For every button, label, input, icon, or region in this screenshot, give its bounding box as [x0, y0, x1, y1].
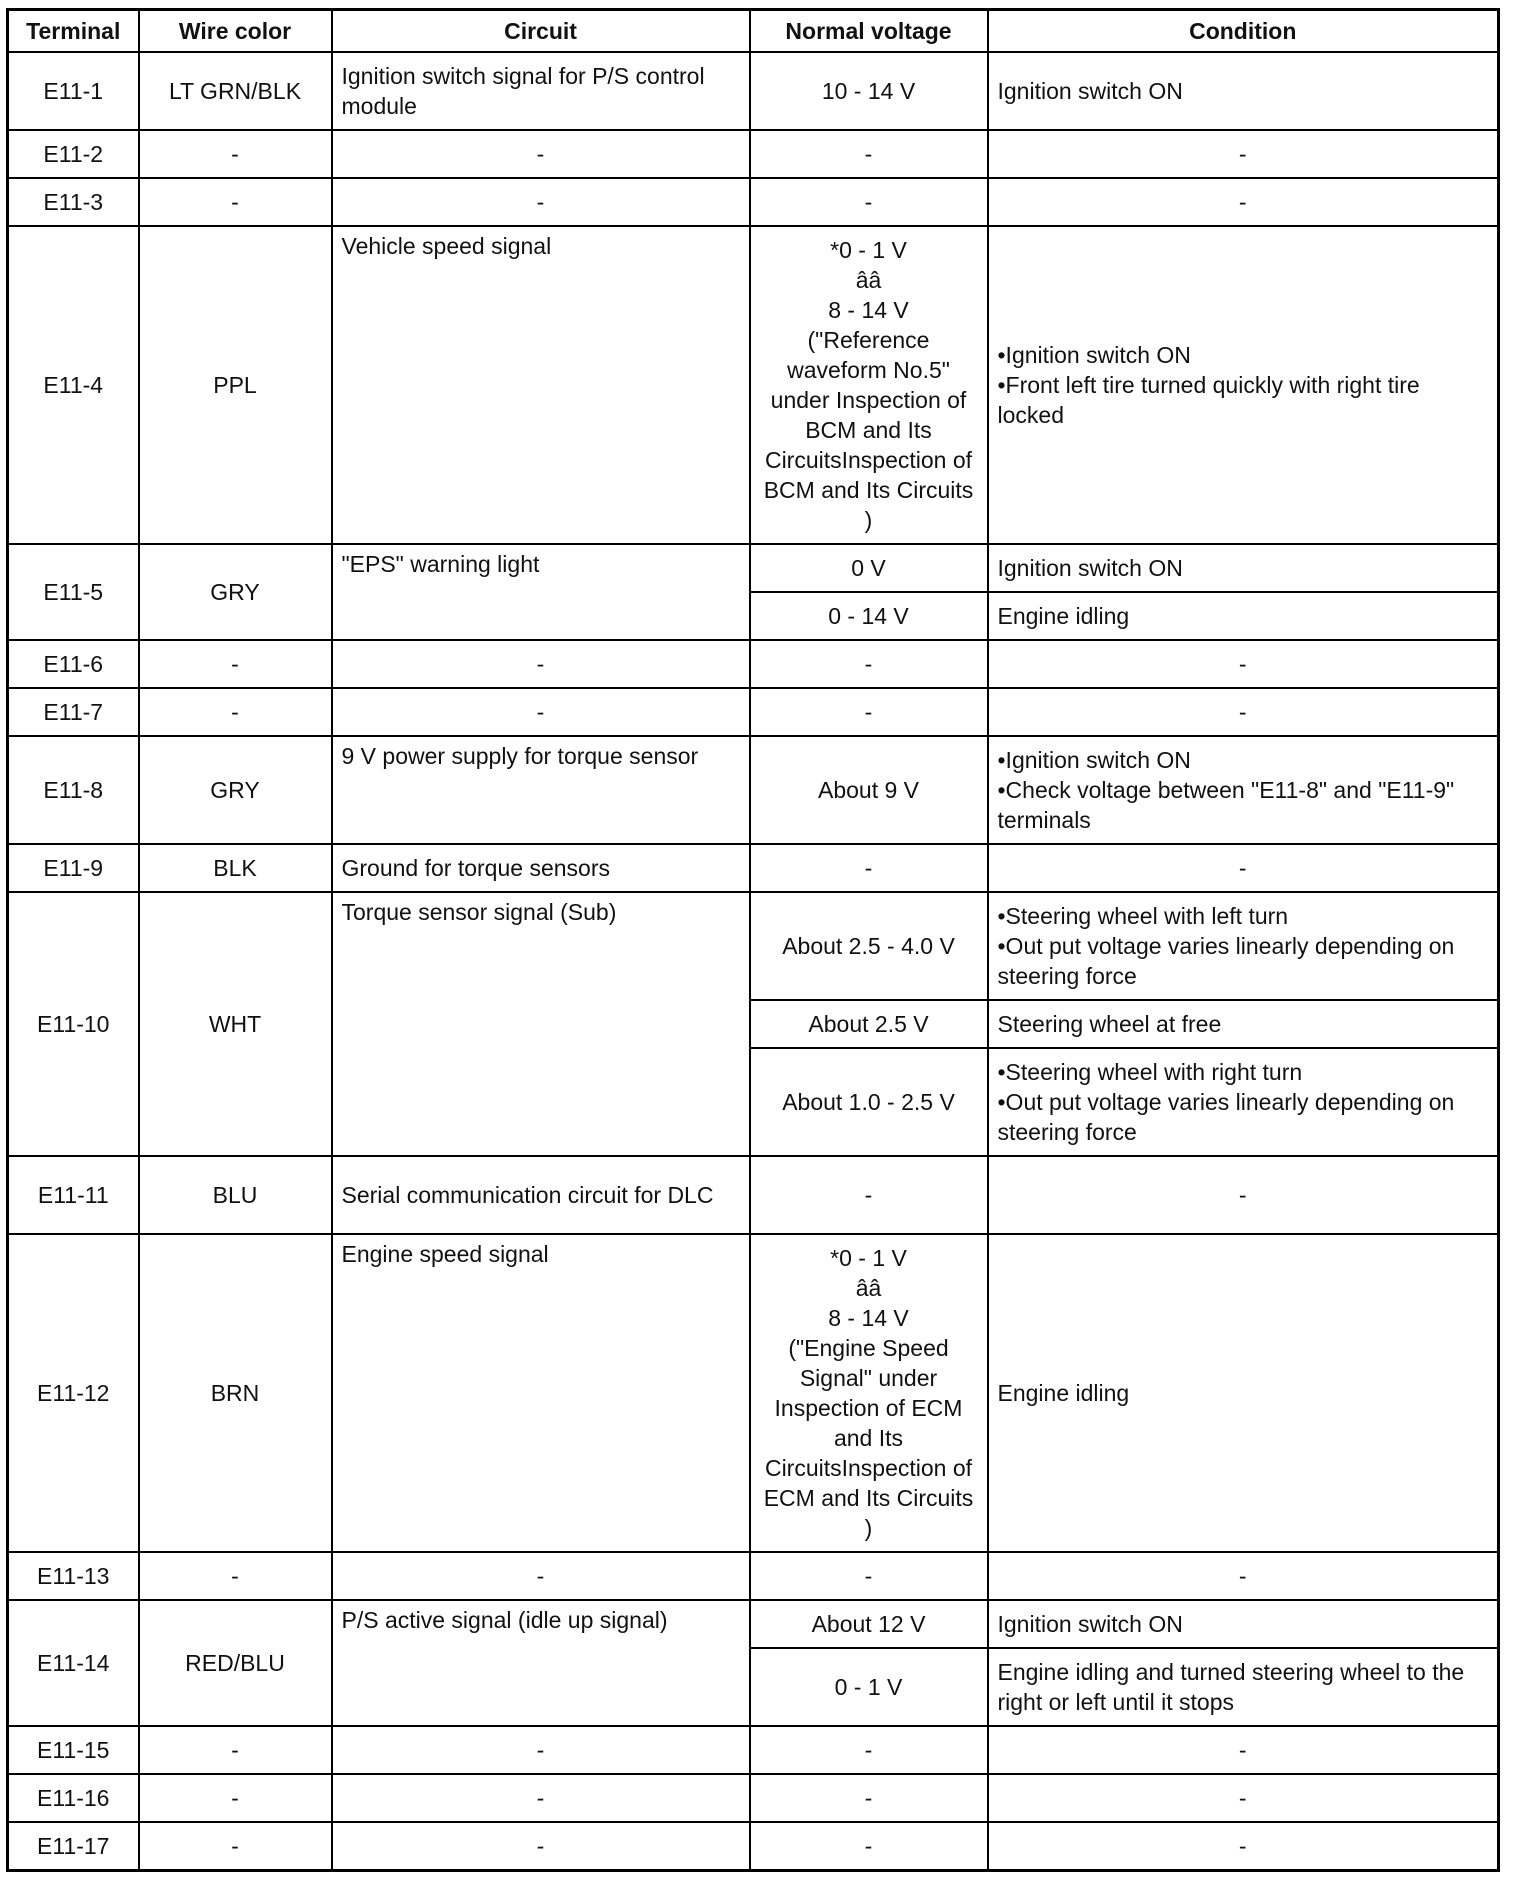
condition-cell: -	[988, 1156, 1499, 1234]
terminal-cell: E11-2	[8, 130, 139, 178]
condition-cell	[988, 736, 1499, 844]
voltage-cell: About 12 V	[750, 1600, 988, 1648]
terminal-cell: E11-14	[8, 1600, 139, 1726]
condition-cell: -	[988, 130, 1499, 178]
header-terminal: Terminal	[8, 10, 139, 53]
condition-line: •Out put voltage varies linearly depending on steering force	[997, 933, 1455, 989]
voltage-line: *0 - 1 V	[830, 237, 907, 263]
circuit-cell: -	[332, 1774, 750, 1822]
terminal-cell: E11-12	[8, 1234, 139, 1552]
condition-cell: -	[988, 1822, 1499, 1870]
table-row	[8, 1774, 1499, 1822]
terminal-cell: E11-5	[8, 544, 139, 640]
table-row	[8, 178, 1499, 226]
wire-color-cell: -	[139, 130, 332, 178]
table-row	[8, 1822, 1499, 1870]
voltage-cell: -	[750, 640, 988, 688]
condition-cell: -	[988, 178, 1499, 226]
terminal-table-container	[6, 8, 1500, 1872]
wire-color-cell: -	[139, 1552, 332, 1600]
condition-cell: Engine idling	[988, 592, 1499, 640]
condition-cell: Engine idling and turned steering wheel to the right or left until it stops	[988, 1648, 1499, 1726]
table-row	[8, 1156, 1499, 1234]
condition-line: •Ignition switch ON	[997, 342, 1191, 368]
table-row	[8, 544, 1499, 592]
circuit-cell: Serial communication circuit for DLC	[332, 1156, 750, 1234]
wire-color-cell: GRY	[139, 736, 332, 844]
wire-color-cell: -	[139, 1822, 332, 1870]
table-row	[8, 1552, 1499, 1600]
voltage-line: 8 - 14 V	[828, 1305, 909, 1331]
circuit-cell: Ignition switch signal for P/S control module	[332, 52, 750, 130]
wire-color-cell: RED/BLU	[139, 1600, 332, 1726]
condition-cell: Ignition switch ON	[988, 1600, 1499, 1648]
voltage-line: ââ	[855, 267, 882, 293]
circuit-cell: Engine speed signal	[332, 1234, 750, 1552]
voltage-line: 8 - 14 V	[828, 297, 909, 323]
voltage-line: ââ	[855, 1275, 882, 1301]
condition-line: •Check voltage between "E11-8" and "E11-9" terminals	[997, 777, 1455, 833]
voltage-cell: -	[750, 1726, 988, 1774]
terminal-cell: E11-15	[8, 1726, 139, 1774]
circuit-cell: -	[332, 640, 750, 688]
terminal-cell: E11-4	[8, 226, 139, 544]
table-row	[8, 844, 1499, 892]
table-row	[8, 688, 1499, 736]
condition-line: •Ignition switch ON	[997, 747, 1191, 773]
circuit-cell: -	[332, 1552, 750, 1600]
voltage-cell: -	[750, 1156, 988, 1234]
table-row	[8, 892, 1499, 1000]
header-row	[8, 10, 1499, 53]
voltage-cell: 0 V	[750, 544, 988, 592]
wire-color-cell: LT GRN/BLK	[139, 52, 332, 130]
terminal-voltage-table	[6, 8, 1500, 1872]
circuit-cell: -	[332, 688, 750, 736]
circuit-cell: Ground for torque sensors	[332, 844, 750, 892]
circuit-cell: 9 V power supply for torque sensor	[332, 736, 750, 844]
condition-cell	[988, 1048, 1499, 1156]
table-row	[8, 736, 1499, 844]
voltage-cell: -	[750, 1552, 988, 1600]
terminal-cell: E11-3	[8, 178, 139, 226]
wire-color-cell: BRN	[139, 1234, 332, 1552]
condition-cell: Ignition switch ON	[988, 52, 1499, 130]
wire-color-cell: -	[139, 640, 332, 688]
circuit-cell: "EPS" warning light	[332, 544, 750, 640]
terminal-cell: E11-16	[8, 1774, 139, 1822]
table-row	[8, 1234, 1499, 1552]
circuit-cell: -	[332, 1726, 750, 1774]
condition-line: •Steering wheel with left turn	[997, 903, 1289, 929]
voltage-cell: About 2.5 - 4.0 V	[750, 892, 988, 1000]
table-row	[8, 52, 1499, 130]
wire-color-cell: BLK	[139, 844, 332, 892]
terminal-cell: E11-11	[8, 1156, 139, 1234]
condition-cell: Ignition switch ON	[988, 544, 1499, 592]
wire-color-cell: PPL	[139, 226, 332, 544]
terminal-cell: E11-6	[8, 640, 139, 688]
wire-color-cell: -	[139, 688, 332, 736]
circuit-cell: -	[332, 178, 750, 226]
condition-line: •Steering wheel with right turn	[997, 1059, 1303, 1085]
condition-cell: -	[988, 1552, 1499, 1600]
condition-line: •Out put voltage varies linearly depending on steering force	[997, 1089, 1455, 1145]
voltage-note: ("Engine Speed Signal" under Inspection of ECM and Its CircuitsInspection of ECM and Its Circuits )	[763, 1335, 974, 1541]
voltage-cell: 10 - 14 V	[750, 52, 988, 130]
wire-color-cell: -	[139, 178, 332, 226]
table-row	[8, 640, 1499, 688]
circuit-cell: Torque sensor signal (Sub)	[332, 892, 750, 1156]
condition-cell	[988, 892, 1499, 1000]
condition-cell: Steering wheel at free	[988, 1000, 1499, 1048]
voltage-cell: -	[750, 844, 988, 892]
condition-cell: -	[988, 1726, 1499, 1774]
table-row	[8, 1600, 1499, 1648]
table-row	[8, 130, 1499, 178]
wire-color-cell: -	[139, 1774, 332, 1822]
condition-cell: -	[988, 640, 1499, 688]
condition-line: •Front left tire turned quickly with right tire locked	[997, 372, 1420, 428]
voltage-cell: About 9 V	[750, 736, 988, 844]
terminal-cell: E11-13	[8, 1552, 139, 1600]
terminal-cell: E11-17	[8, 1822, 139, 1870]
condition-cell: Engine idling	[988, 1234, 1499, 1552]
header-wire-color: Wire color	[139, 10, 332, 53]
wire-color-cell: GRY	[139, 544, 332, 640]
voltage-cell: -	[750, 178, 988, 226]
voltage-cell	[750, 226, 988, 544]
voltage-cell: -	[750, 1822, 988, 1870]
terminal-cell: E11-8	[8, 736, 139, 844]
circuit-cell: P/S active signal (idle up signal)	[332, 1600, 750, 1726]
circuit-cell: -	[332, 130, 750, 178]
voltage-cell: 0 - 14 V	[750, 592, 988, 640]
voltage-note: ("Reference waveform No.5" under Inspection of BCM and Its CircuitsInspection of BCM and Its Circuits )	[763, 327, 974, 533]
voltage-cell	[750, 1234, 988, 1552]
voltage-cell: 0 - 1 V	[750, 1648, 988, 1726]
header-condition: Condition	[988, 10, 1499, 53]
table-row	[8, 226, 1499, 544]
voltage-line: *0 - 1 V	[830, 1245, 907, 1271]
wire-color-cell: -	[139, 1726, 332, 1774]
terminal-cell: E11-7	[8, 688, 139, 736]
wire-color-cell: BLU	[139, 1156, 332, 1234]
circuit-cell: Vehicle speed signal	[332, 226, 750, 544]
table-row	[8, 1726, 1499, 1774]
condition-cell: -	[988, 844, 1499, 892]
condition-cell: -	[988, 688, 1499, 736]
circuit-cell: -	[332, 1822, 750, 1870]
wire-color-cell: WHT	[139, 892, 332, 1156]
voltage-cell: About 1.0 - 2.5 V	[750, 1048, 988, 1156]
condition-cell	[988, 226, 1499, 544]
voltage-cell: -	[750, 1774, 988, 1822]
header-circuit: Circuit	[332, 10, 750, 53]
voltage-cell: -	[750, 688, 988, 736]
terminal-cell: E11-10	[8, 892, 139, 1156]
header-normal-voltage: Normal voltage	[750, 10, 988, 53]
terminal-cell: E11-9	[8, 844, 139, 892]
voltage-cell: About 2.5 V	[750, 1000, 988, 1048]
voltage-cell: -	[750, 130, 988, 178]
terminal-cell: E11-1	[8, 52, 139, 130]
condition-cell: -	[988, 1774, 1499, 1822]
